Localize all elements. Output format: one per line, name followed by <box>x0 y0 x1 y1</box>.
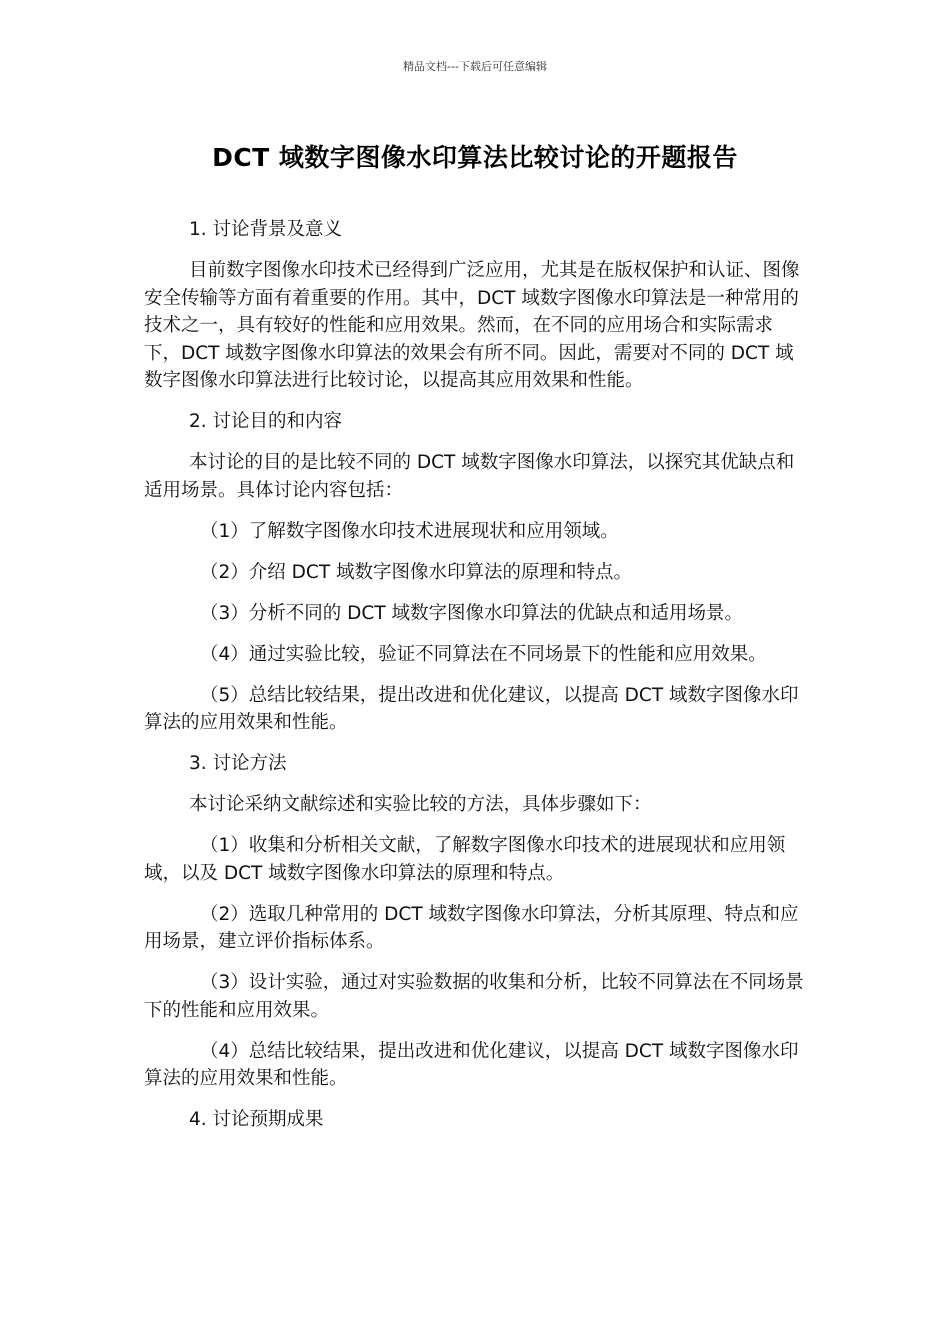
section-heading-2: 2. 讨论目的和内容 <box>189 411 343 432</box>
document-body <box>144 216 808 1147</box>
section-2-item-4: （4）通过实验比较，验证不同算法在不同场景下的性能和应用效果。 <box>200 643 767 665</box>
section-3-paragraph: 本讨论采纳文献综述和实验比较的方法，具体步骤如下： <box>189 794 652 815</box>
section-2-paragraph: 本讨论的目的是比较不同的 DCT 域数字图像水印算法，以探究其优缺点和适用场景。具体讨论内容包括： <box>144 452 795 501</box>
section-3-item-4: （4）总结比较结果，提出改进和优化建议，以提高 DCT 域数字图像水印算法的应用效果和性能。 <box>144 1040 799 1089</box>
section-2-item-2: （2）介绍 DCT 域数字图像水印算法的原理和特点。 <box>200 561 632 583</box>
document-title: DCT 域数字图像水印算法比较讨论的开题报告 <box>212 143 738 172</box>
section-3-item-1: （1）收集和分析相关文献，了解数字图像水印技术的进展现状和应用领域，以及 DCT 域数字图像水印算法的原理和特点。 <box>144 835 786 884</box>
header-note: 精品文档---下载后可任意编辑 <box>403 60 547 73</box>
section-heading-1: 1. 讨论背景及意义 <box>189 219 343 240</box>
section-2-item-5: （5）总结比较结果，提出改进和优化建议，以提高 DCT 域数字图像水印算法的应用效果和性能。 <box>144 684 799 733</box>
section-1-paragraph: 目前数字图像水印技术已经得到广泛应用，尤其是在版权保护和认证、图像安全传输等方面有着重要的作用。其中，DCT 域数字图像水印算法是一种常用的技术之一，具有较好的性能和应用效果。然而，在不同的应用场合和实际需求下，DCT 域数字图像水印算法的效果会有所不同。因此，需要对不同的 DCT 域数字图像水印算法进行比较讨论，以提高其应用效果和性能。 <box>144 260 800 391</box>
section-heading-3: 3. 讨论方法 <box>189 753 287 774</box>
section-3-item-3: （3）设计实验，通过对实验数据的收集和分析，比较不同算法在不同场景下的性能和应用效果。 <box>144 972 804 1021</box>
section-3-item-2: （2）选取几种常用的 DCT 域数字图像水印算法，分析其原理、特点和应用场景，建立评价指标体系。 <box>144 903 799 952</box>
section-heading-4: 4. 讨论预期成果 <box>189 1109 324 1130</box>
section-2-item-3: （3）分析不同的 DCT 域数字图像水印算法的优缺点和适用场景。 <box>200 602 743 624</box>
section-2-item-1: （1）了解数字图像水印技术进展现状和应用领域。 <box>200 520 619 542</box>
